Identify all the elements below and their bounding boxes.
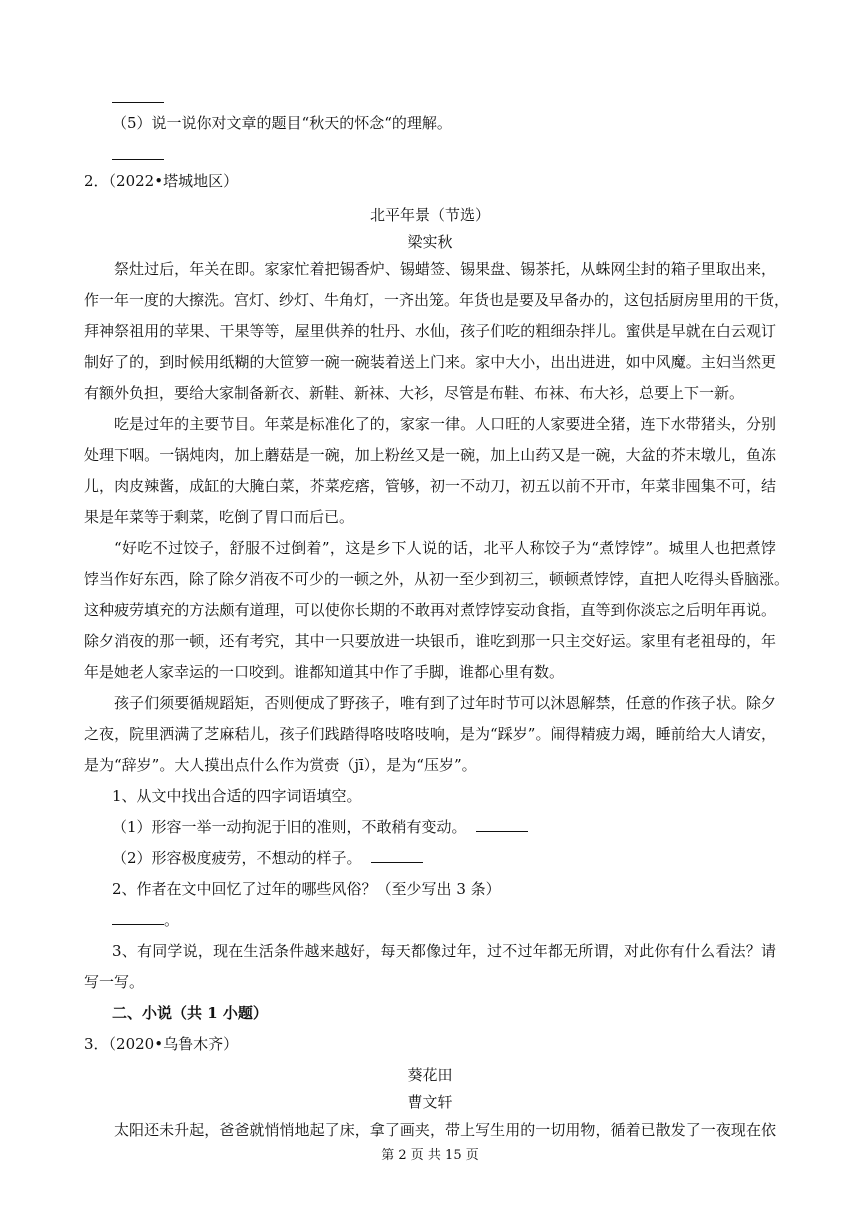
answer-blank bbox=[371, 848, 423, 863]
paragraph-line: 是为“辞岁”。大人摸出点什么作为赏赍（jī），是为“压岁”。 bbox=[84, 756, 477, 774]
answer-blank bbox=[112, 145, 164, 165]
page-footer: 第 2 页 共 15 页 bbox=[381, 1148, 479, 1163]
paragraph-line: 儿，肉皮辣酱，成缸的大腌白菜，芥菜疙瘩，管够，初一不动刀，初五以前不开市，年菜非囤集不可，结 bbox=[84, 477, 776, 495]
answer-blank bbox=[476, 817, 528, 832]
paragraph-line: 之夜，院里洒满了芝麻秸儿，孩子们践踏得咯吱咯吱响，是为“踩岁”。闹得精疲力竭，睡前给大人请安， bbox=[84, 725, 776, 743]
question-3-header: 3．（2020•乌鲁木齐） bbox=[84, 1035, 239, 1053]
paragraph-line: 这种疲劳填充的方法颇有道理，可以使你长期的不敢再对煮饽饽妄动食指，直等到你淡忘之后明年再说。 bbox=[84, 601, 776, 619]
answer-blank bbox=[112, 910, 164, 925]
section-heading: 二、小说（共 1 小题） bbox=[112, 1004, 268, 1022]
task-2-answer: 。 bbox=[112, 910, 179, 930]
task-1: 1、从文中找出合适的四字词语填空。 bbox=[112, 787, 362, 805]
story-title: 葵花田 bbox=[407, 1066, 453, 1084]
paragraph-line: 年是她老人家幸运的一口咬到。谁都知道其中作了手脚，谁都心里有数。 bbox=[84, 663, 565, 681]
article-author: 梁实秋 bbox=[407, 233, 453, 251]
task-1-item-1: （1）形容一举一动拘泥于旧的准则，不敢稍有变动。 bbox=[112, 817, 528, 837]
task-3: 3、有同学说，现在生活条件越来越好，每天都像过年，过不过年都无所谓，对此你有什么看法？请 bbox=[112, 942, 776, 960]
task-1-item-2: （2）形容极度疲劳，不想动的样子。 bbox=[112, 848, 423, 868]
answer-blank bbox=[112, 88, 164, 108]
paragraph-line: 饽当作好东西，除了除夕消夜不可少的一顿之外，从初一至少到初三，顿顿煮饽饽，直把人吃得头昏脑涨。 bbox=[84, 570, 790, 588]
task-3-cont: 写一写。 bbox=[84, 973, 145, 991]
paragraph-line: 有额外负担，要给大家制备新衣、新鞋、新袜、大衫，尽管是布鞋、布袜、布大衫，总要上下一新。 bbox=[84, 384, 745, 402]
paragraph-line: 太阳还未升起，爸爸就悄悄地起了床，拿了画夹，带上写生用的一切用物，循着已散发了一夜现在依 bbox=[114, 1121, 776, 1139]
paragraph-line: 祭灶过后，年关在即。家家忙着把锡香炉、锡蜡签、锡果盘、锡茶托，从蛛网尘封的箱子里取出来， bbox=[114, 260, 776, 278]
paragraph-line: 吃是过年的主要节目。年菜是标准化了的，家家一律。人口旺的人家要进全猪，连下水带猪头，分别 bbox=[114, 415, 776, 433]
paragraph-line: 作一年一度的大擦洗。宫灯、纱灯、牛角灯，一齐出笼。年货也是要及早备办的，这包括厨房里用的干货， bbox=[84, 291, 790, 309]
paragraph-line: 孩子们须要循规蹈矩，否则便成了野孩子，唯有到了过年时节可以沐恩解禁，任意的作孩子状。除夕 bbox=[114, 694, 776, 712]
paragraph-line: “好吃不过饺子，舒服不过倒着”，这是乡下人说的话，北平人称饺子为“煮饽饽”。城里人也把煮饽 bbox=[114, 539, 776, 557]
story-author: 曹文轩 bbox=[407, 1093, 453, 1111]
paragraph-line: 拜神祭祖用的苹果、干果等等，屋里供养的牡丹、水仙，孩子们吃的粗细杂拌儿。蜜供是早就在白云观订 bbox=[84, 322, 776, 340]
question-2-header: 2．（2022•塔城地区） bbox=[84, 172, 239, 190]
paragraph-line: 果是年菜等于剩菜，吃倒了胃口而后已。 bbox=[84, 508, 355, 526]
paragraph-line: 处理下咽。一锅炖肉，加上蘑菇是一碗，加上粉丝又是一碗，加上山药又是一碗，大盆的芥末墩儿，鱼冻 bbox=[84, 446, 776, 464]
question-5: （5）说一说你对文章的题目“秋天的怀念“的理解。 bbox=[112, 114, 452, 132]
paragraph-line: 制好了的，到时候用纸糊的大笸箩一碗一碗装着送上门来。家中大小，出出进进，如中风魔。主妇当然更 bbox=[84, 353, 776, 371]
article-title: 北平年景（节选） bbox=[369, 206, 490, 224]
task-2: 2、作者在文中回忆了过年的哪些风俗？（至少写出 3 条） bbox=[112, 880, 501, 898]
paragraph-line: 除夕消夜的那一顿，还有考究，其中一只要放进一块银币，谁吃到那一只主交好运。家里有老祖母的，年 bbox=[84, 632, 776, 650]
